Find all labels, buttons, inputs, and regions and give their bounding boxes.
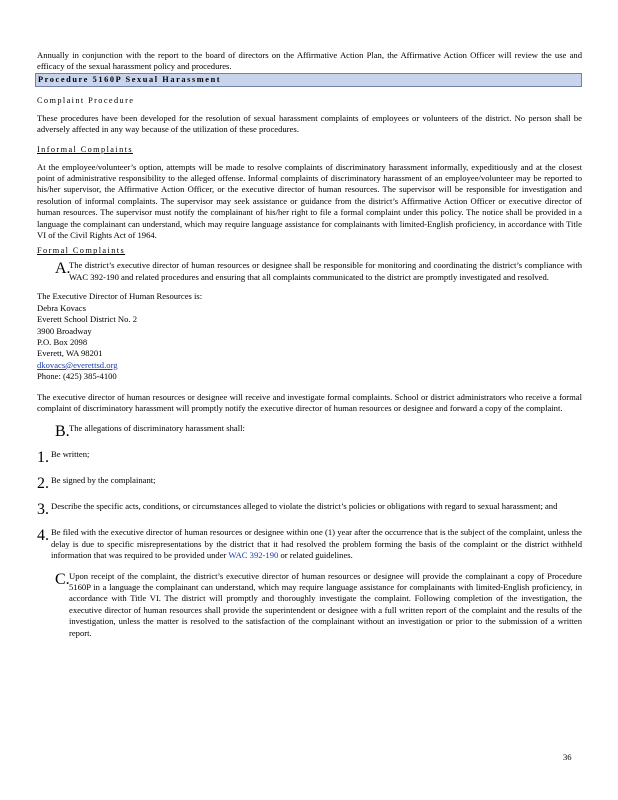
- complaint-procedure-text: These procedures have been developed for the resolution of sexual harassment complaints of employees or volunteers of the district. No person shall be adversely affected in any way because of the utilization of these procedures.: [37, 112, 582, 135]
- page-content: [37, 50, 582, 639]
- procedure-title: Procedure 5160P Sexual Harassment: [38, 74, 222, 84]
- list-item-number: 1.: [37, 449, 49, 467]
- item-b-label: B.: [55, 423, 70, 441]
- page-number: 36: [563, 752, 572, 762]
- phone-line: Phone: (425) 385-4100: [37, 371, 117, 382]
- address-line-2: Debra Kovacs: [37, 302, 86, 313]
- list-item-text: [51, 527, 582, 561]
- list-item-text: Describe the specific acts, conditions, or circumstances alleged to violate the district’s policies or obligations with regard to sexual harassment; and: [51, 501, 558, 512]
- list-item-text: Be signed by the complainant;: [51, 475, 156, 486]
- list-item: [37, 527, 582, 561]
- list-item: [37, 501, 582, 519]
- informal-complaints-heading: Informal Complaints: [37, 144, 133, 154]
- formal-item-c: [37, 571, 582, 639]
- receive-complaints-text: The executive director of human resources or designee will receive and investigate formal complaints. School or district administrators who receive a formal complaint of discriminatory harassment will promptly notify the executive director of human resources or designee and forward a copy of the complaint.: [37, 391, 582, 413]
- address-line-5: P.O. Box 2098: [37, 336, 88, 347]
- procedure-title-bar: [35, 73, 582, 87]
- list-item-number: 2.: [37, 475, 49, 493]
- formal-item-b: [37, 423, 582, 441]
- email-link[interactable]: dkovacs@everettsd.org: [37, 359, 118, 370]
- item-c-label: C.: [55, 570, 70, 588]
- list-item: [37, 475, 582, 493]
- informal-complaints-text: At the employee/volunteer’s option, attempts will be made to resolve complaints of discriminatory harassment informally, expeditiously and at the closest point of administrative responsibility to the alleged offense. Informal complaints of discriminatory harassment of an employee/volunteer may be reported to his/her supervisor, the Affirmative Action Officer, or the executive director of human resources. The supervisor will be responsible for investigation and resolution of informal complaints. The supervisor may seek assistance or guidance from the district’s Affirmative Action Officer or executive director of human resources. The supervisor must notify the complainant of his/her right to file a formal complaint under this policy. The notice shall be provided in a language the complainant can understand, which may require language assistance for complainants with limited-English proficiency, in accordance with Title VI of the Civil Rights Act of 1964.: [37, 161, 582, 241]
- formal-item-a: [37, 260, 582, 283]
- address-line-3: Everett School District No. 2: [37, 314, 138, 325]
- list-item-text: Be written;: [51, 449, 90, 460]
- item-a-label: A.: [55, 260, 71, 278]
- formal-complaints-heading: Formal Complaints: [37, 246, 126, 256]
- contact-address: [37, 291, 582, 382]
- list-item-number: 3.: [37, 501, 49, 519]
- complaint-procedure-heading: Complaint Procedure: [37, 95, 135, 105]
- address-line-4: 3900 Broadway: [37, 325, 92, 336]
- list-item: [37, 449, 582, 467]
- address-line-1: The Executive Director of Human Resources is:: [37, 291, 203, 302]
- intro-paragraph: Annually in conjunction with the report to the board of directors on the Affirmative Action Plan, the Affirmative Action Officer will review the use and efficacy of the sexual harassment policy and procedures.: [37, 50, 582, 72]
- item-c-text: Upon receipt of the complaint, the district’s executive director of human resources or designee will provide the complainant a copy of Procedure 5160P in a language the complainant can understand, which may require language assistance for complainants with limited-English proficiency, in accordance with Title VI. The district will promptly and thoroughly investigate the complaint. Following completion of the investigation, the executive director of human resources shall provide the superintendent or designee with a full written report of the complaint and the results of the investigation, unless the matter is resolved to the satisfaction of the complainant without an investigation or prior to the submission of a written report.: [69, 570, 582, 638]
- list-item-number: 4.: [37, 527, 49, 545]
- item-b-text: The allegations of discriminatory harassment shall:: [69, 423, 245, 434]
- address-line-6: Everett, WA 98201: [37, 348, 103, 359]
- item-a-text: The district’s executive director of human resources or designee shall be responsible for monitoring and coordinating the district’s compliance with WAC 392-190 and related procedures and ensuring that all complaints communicated to the district are promptly investigated and resolved.: [69, 260, 582, 282]
- list-item-text-before: Be filed with the executive director of human resources or designee within one (1) year after the occurrence that is the subject of the complaint, unless the delay is due to specific misrepresentations by the district that it had resolved the problem forming the basis of the complaint or the district withheld information that was required to be provided under: [51, 527, 582, 561]
- wac-link[interactable]: WAC 392-190: [228, 550, 279, 561]
- list-item-text-after: or related guidelines.: [278, 550, 353, 561]
